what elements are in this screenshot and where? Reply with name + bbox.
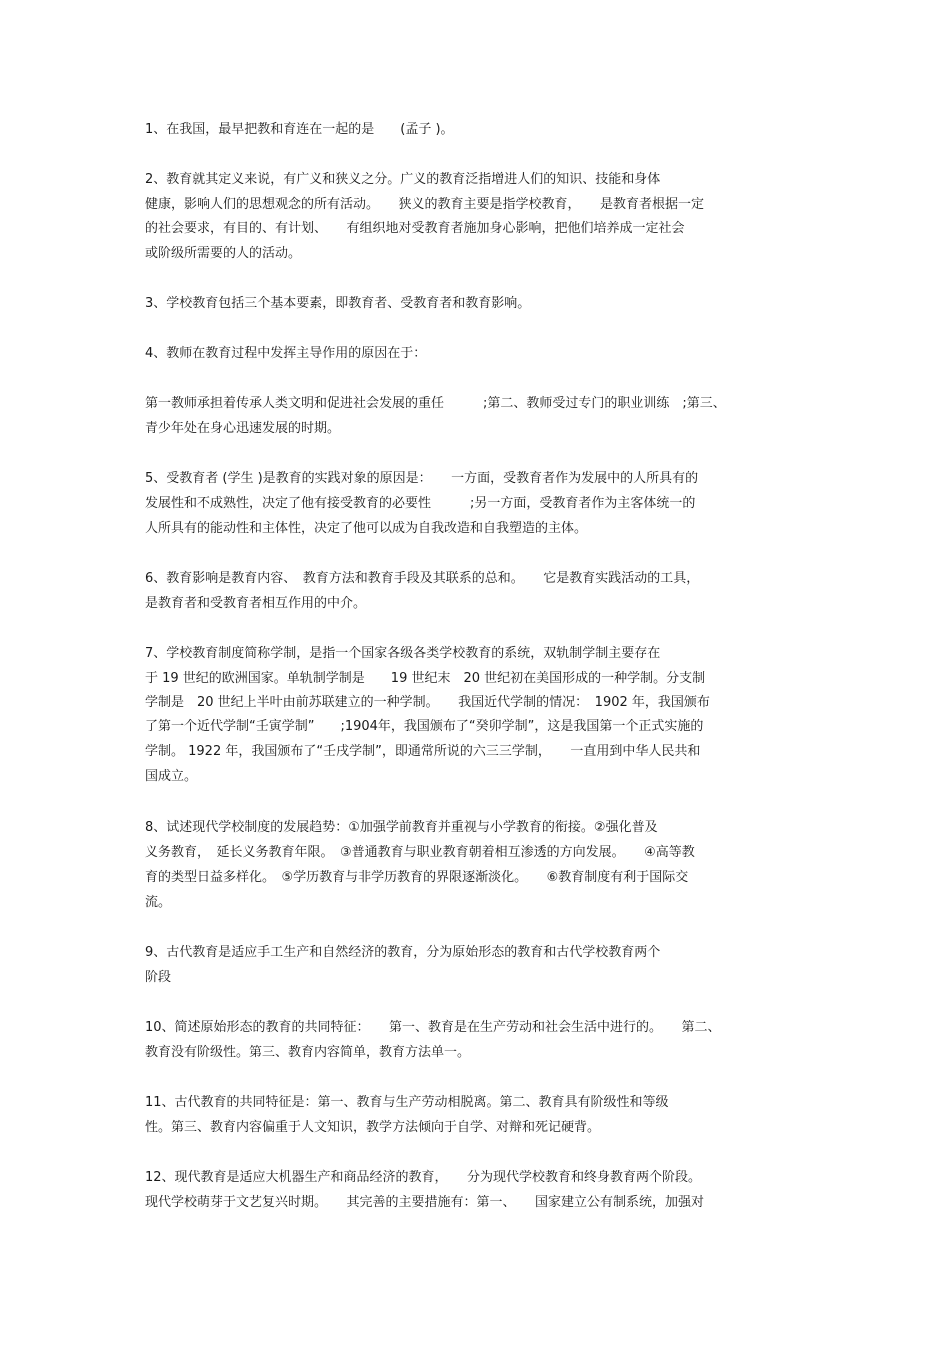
text-line: 4、教师在教育过程中发挥主导作用的原因在于： xyxy=(145,346,427,361)
text-line: 1、在我国，最早把教和育连在一起的是 (孟子 )。 xyxy=(145,122,454,137)
text-line: 学制。 1922 年，我国颁布了“壬戌学制”，即通常所说的六三三学制， 一直用到中华人民共和 xyxy=(145,744,701,759)
text-line: 了第一个近代学制“壬寅学制” ;1904年，我国颁布了“癸卯学制”，这是我国第一个正式实施的 xyxy=(145,719,704,734)
text-line: 青少年处在身心迅速发展的时期。 xyxy=(145,421,341,436)
text-line: 9、古代教育是适应手工生产和自然经济的教育，分为原始形态的教育和古代学校教育两个 xyxy=(145,945,661,960)
text-line: 性。第三、教育内容偏重于人文知识，教学方法倾向于自学、对辩和死记硬背。 xyxy=(145,1120,601,1135)
text-line: 于 19 世纪的欧洲国家。单轨制学制是 19 世纪末 20 世纪初在美国形成的一种学制。分支制 xyxy=(145,671,706,686)
text-line: 发展性和不成熟性，决定了他有接受教育的必要性 ;另一方面，受教育者作为主客体统一的 xyxy=(145,496,696,511)
text-line: 教育没有阶级性。第三、教育内容简单，教育方法单一。 xyxy=(145,1045,471,1060)
text-line: 育的类型日益多样化。 ⑤学历教育与非学历教育的界限逐渐淡化。 ⑥教育制度有利于国际交 xyxy=(145,870,689,885)
text-line: 人所具有的能动性和主体性，决定了他可以成为自我改造和自我塑造的主体。 xyxy=(145,521,588,536)
text-line: 第一教师承担着传承人类文明和促进社会发展的重任 ;第二、教师受过专门的职业训练 ;第三、 xyxy=(145,396,726,411)
text-line: 11、古代教育的共同特征是：第一、教育与生产劳动相脱离。第二、教育具有阶级性和等级 xyxy=(145,1095,669,1110)
text-line: 学制是 20 世纪上半叶由前苏联建立的一种学制。 我国近代学制的情况： 1902 年，我国颁布 xyxy=(145,695,710,710)
text-line: 现代学校萌芽于文艺复兴时期。 其完善的主要措施有：第一、 国家建立公有制系统，加强对 xyxy=(145,1195,705,1210)
text-line: 的社会要求，有目的、有计划、 有组织地对受教育者施加身心影响，把他们培养成一定社会 xyxy=(145,221,685,236)
text-line: 3、学校教育包括三个基本要素，即教育者、受教育者和教育影响。 xyxy=(145,296,531,311)
text-line: 10、简述原始形态的教育的共同特征： 第一、教育是在生产劳动和社会生活中进行的。 第二、 xyxy=(145,1020,721,1035)
text-line: 阶段 xyxy=(145,970,172,985)
text-line: 流。 xyxy=(145,895,172,910)
text-line: 12、现代教育是适应大机器生产和商品经济的教育， 分为现代学校教育和终身教育两个阶段。 xyxy=(145,1170,702,1185)
text-line: 义务教育， 延长义务教育年限。 ③普通教育与职业教育朝着相互渗透的方向发展。 ④高等教 xyxy=(145,845,695,860)
text-line: 6、教育影响是教育内容、 教育方法和教育手段及其联系的总和。 它是教育实践活动的工具， xyxy=(145,571,700,586)
text-line: 5、受教育者 (学生 )是教育的实践对象的原因是： 一方面，受教育者作为发展中的人所具有的 xyxy=(145,471,699,486)
text-line: 国成立。 xyxy=(145,769,198,784)
text-line: 8、试述现代学校制度的发展趋势：①加强学前教育并重视与小学教育的衔接。②强化普及 xyxy=(145,820,658,835)
text-line: 健康，影响人们的思想观念的所有活动。 狭义的教育主要是指学校教育， 是教育者根据一定 xyxy=(145,197,705,212)
text-line: 是教育者和受教育者相互作用的中介。 xyxy=(145,596,367,611)
text-line: 或阶级所需要的人的活动。 xyxy=(145,246,302,261)
text-line: 2、教育就其定义来说，有广义和狭义之分。广义的教育泛指增进人们的知识、技能和身体 xyxy=(145,172,661,187)
text-line: 7、学校教育制度简称学制，是指一个国家各级各类学校教育的系统，双轨制学制主要存在 xyxy=(145,646,661,661)
